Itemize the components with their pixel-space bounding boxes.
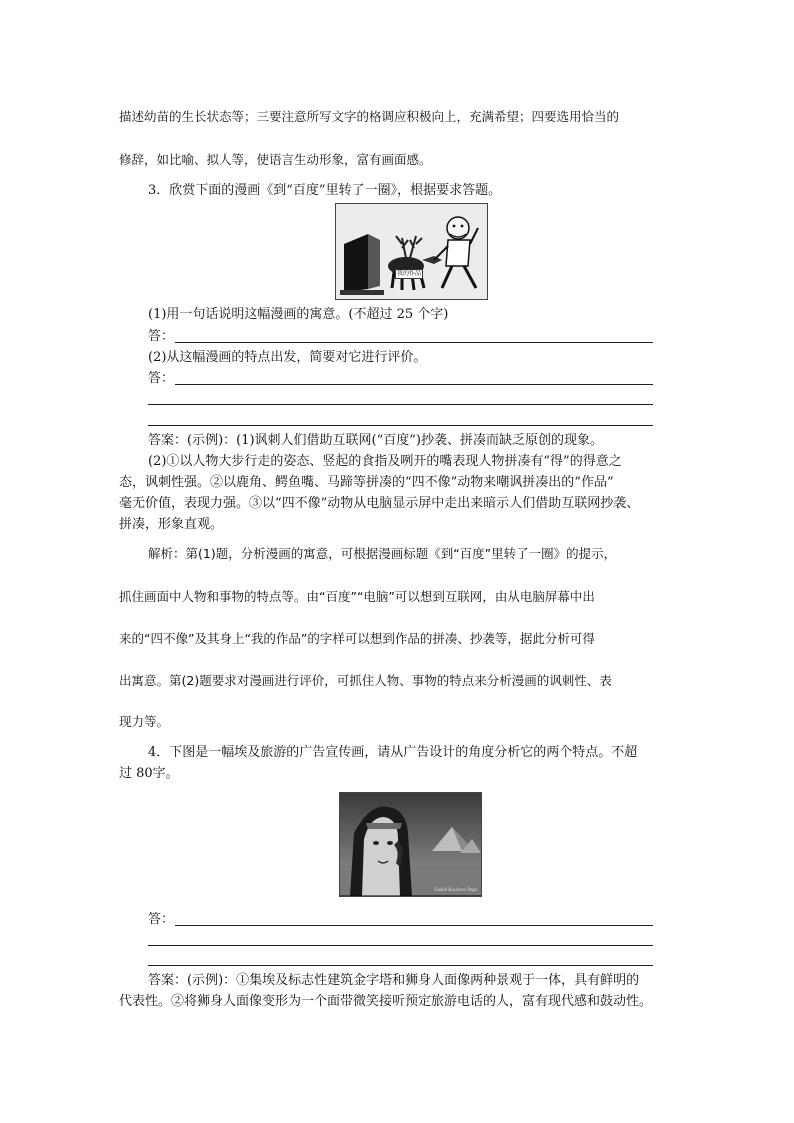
question-3-title: 3．欣赏下面的漫画《到“百度”里转了一圈》，根据要求答题。: [148, 183, 502, 198]
cartoon-illustration: [336, 204, 487, 299]
answer-blank-line[interactable]: [148, 404, 653, 405]
answer-blank-line[interactable]: [148, 425, 653, 426]
answer-blank-line[interactable]: [148, 945, 653, 946]
answer-label: 答：: [148, 329, 175, 344]
answer-text-line: 答案：(示例)：①集埃及标志性建筑金字塔和狮身人面像两种景观于一体，具有鲜明的: [148, 973, 640, 988]
answer-blank-line[interactable]: [175, 925, 653, 926]
answer-label: 答：: [148, 912, 175, 927]
question-4-title: 4．下图是一幅埃及旅游的广告宣传画，请从广告设计的角度分析它的两个特点。不超: [148, 745, 638, 760]
egypt-ad-illustration: [340, 793, 481, 896]
paragraph-line: 描述幼苗的生长状态等；三要注意所写文字的格调应积极向上，充满希望；四要选用恰当的: [119, 109, 620, 124]
answer-blank-line[interactable]: [148, 965, 653, 966]
answer-blank-line[interactable]: [175, 342, 653, 343]
cartoon-image: [335, 203, 488, 300]
answer-text-line: 代表性。②将狮身人面像变形为一个面带微笑接听预定旅游电话的人，富有现代感和鼓动性。: [119, 994, 653, 1009]
answer-text-line: 毫无价值，表现力强。③以“四不像”动物从电脑显示屏中走出来暗示人们借助互联网抄袭、: [119, 496, 640, 511]
egypt-ad-image: [339, 792, 482, 897]
answer-text-line: 拼凑，形象直观。: [119, 517, 224, 532]
question-3-sub1: (1)用一句话说明这幅漫画的寓意。(不超过 25 个字): [148, 307, 449, 322]
analysis-line: 解析：第(1)题，分析漫画的寓意，可根据漫画标题《到“百度”里转了一圈》的提示，: [148, 546, 617, 561]
paragraph-line: 修辞，如比喻、拟人等，使语言生动形象，富有画面感。: [119, 152, 432, 167]
ad-caption-text: Global Business Page: [434, 887, 477, 892]
analysis-line: 现力等。: [119, 714, 170, 729]
analysis-line: 出寓意。第(2)题要求对漫画进行评价，可抓住人物、事物的特点来分析漫画的讽刺性、表: [119, 673, 612, 688]
cartoon-caption: 我的作品: [397, 270, 422, 277]
answer-text-line: (2)①以人物大步行走的姿态、竖起的食指及咧开的嘴表现人物拼凑有“得”的得意之: [148, 454, 622, 469]
answer-text-line: 答案：(示例)：(1)讽刺人们借助互联网(“百度”)抄袭、拼凑而缺乏原创的现象。: [148, 433, 603, 448]
answer-label: 答：: [148, 371, 175, 386]
analysis-line: 抓住画面中人物和事物的特点等。由“百度”“电脑”可以想到互联网，由从电脑屏幕中出: [119, 589, 595, 604]
analysis-line: 来的“四不像”及其身上“我的作品”的字样可以想到作品的拼凑、抄袭等，据此分析可得: [119, 631, 595, 646]
answer-blank-line[interactable]: [175, 384, 653, 385]
answer-text-line: 态，讽刺性强。②以鹿角、鳄鱼嘴、马蹄等拼凑的“四不像”动物来嘲讽拼凑出的“作品”: [119, 475, 614, 490]
question-3-sub2: (2)从这幅漫画的特点出发，简要对它进行评价。: [148, 350, 427, 365]
question-4-title: 过 80字。: [119, 766, 179, 781]
